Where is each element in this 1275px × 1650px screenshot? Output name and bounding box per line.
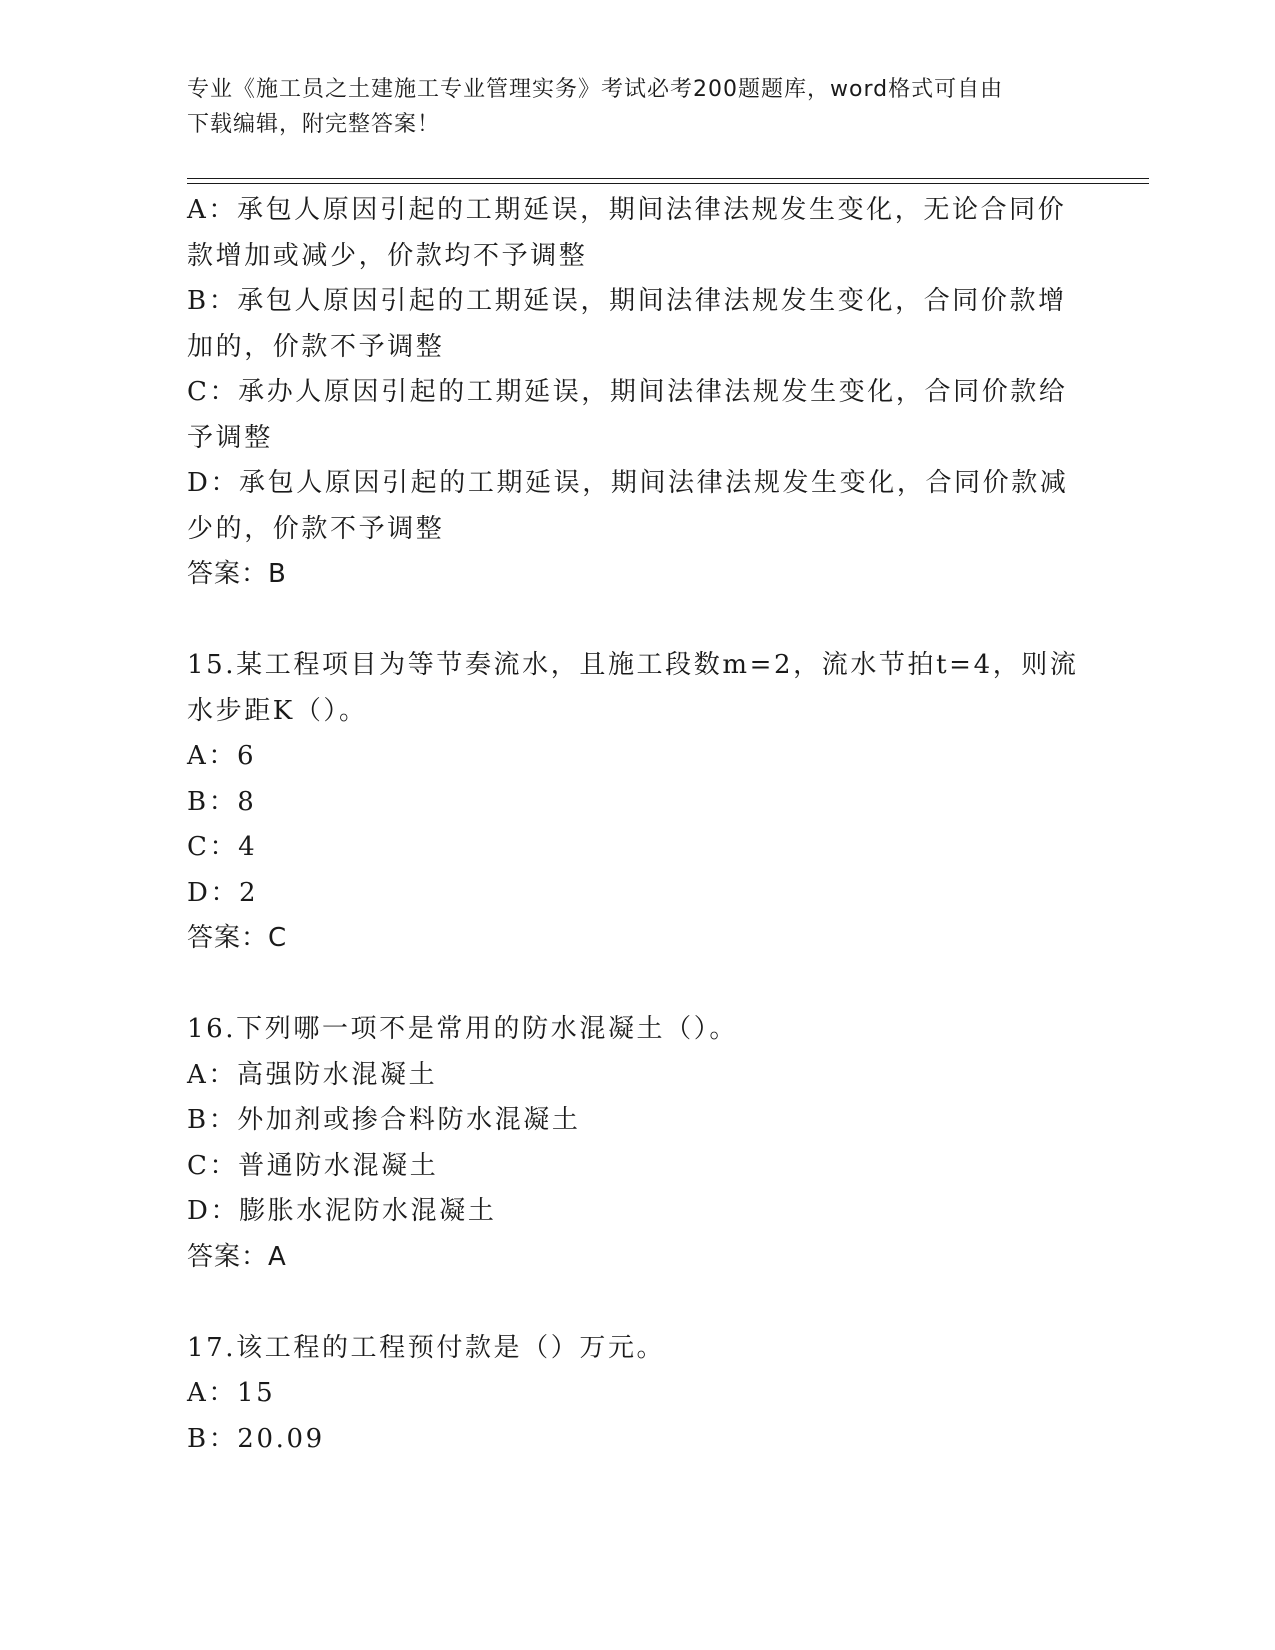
header-divider-top bbox=[187, 178, 1149, 179]
q16-answer: 答案：A bbox=[187, 1241, 287, 1272]
header-divider-bottom bbox=[187, 183, 1149, 184]
question-17 bbox=[187, 1326, 1087, 1463]
header-title-line-2: 下载编辑，附完整答案！ bbox=[187, 112, 441, 137]
q14-option-d-line-2: 少的，价款不予调整 bbox=[187, 513, 445, 544]
q15-stem-line-1: 15.某工程项目为等节奏流水，且施工段数m=2，流水节拍t=4，则流 bbox=[187, 650, 1079, 680]
q14-option-c-line-2: 予调整 bbox=[187, 422, 273, 453]
q14-option-a-line-1: A：承包人原因引起的工期延误，期间法律法规发生变化，无论合同价 bbox=[187, 195, 1067, 225]
q14-option-a-line-2: 款增加或减少，价款均不予调整 bbox=[187, 240, 588, 271]
q16-option-d: D：膨胀水泥防水混凝土 bbox=[187, 1196, 497, 1226]
q15-option-b: B：8 bbox=[187, 786, 257, 817]
question-spacer bbox=[187, 598, 1087, 644]
q16-option-a: A：高强防水混凝土 bbox=[187, 1059, 438, 1090]
q15-answer: 答案：C bbox=[187, 923, 288, 953]
q14-option-b-line-2: 加的，价款不予调整 bbox=[187, 331, 445, 362]
document-header bbox=[187, 72, 1087, 142]
q17-option-b: B：20.09 bbox=[187, 1423, 325, 1454]
q15-option-d: D：2 bbox=[187, 877, 259, 908]
q14-option-c-line-1: C：承办人原因引起的工期延误，期间法律法规发生变化，合同价款给 bbox=[187, 377, 1068, 407]
q16-option-c: C：普通防水混凝土 bbox=[187, 1150, 439, 1181]
question-spacer bbox=[187, 1280, 1087, 1326]
q15-stem-line-2: 水步距K（）。 bbox=[187, 695, 368, 726]
question-15 bbox=[187, 643, 1087, 962]
q16-stem: 16.下列哪一项不是常用的防水混凝土（）。 bbox=[187, 1014, 738, 1044]
question-spacer bbox=[187, 962, 1087, 1008]
q14-option-b-line-1: B：承包人原因引起的工期延误，期间法律法规发生变化，合同价款增 bbox=[187, 286, 1067, 316]
q16-option-b: B：外加剂或掺合料防水混凝土 bbox=[187, 1105, 581, 1135]
q17-stem: 17.该工程的工程预付款是（）万元。 bbox=[187, 1332, 666, 1363]
q14-answer: 答案：B bbox=[187, 559, 287, 589]
question-14-options bbox=[187, 188, 1087, 598]
question-16 bbox=[187, 1007, 1087, 1280]
question-content bbox=[187, 188, 1087, 1462]
q17-option-a: A：15 bbox=[187, 1378, 276, 1408]
header-title-line-1: 专业《施工员之土建施工专业管理实务》考试必考200题题库，word格式可自由 bbox=[187, 77, 1004, 102]
q15-option-c: C：4 bbox=[187, 832, 258, 862]
q15-option-a: A：6 bbox=[187, 741, 257, 771]
q14-option-d-line-1: D：承包人原因引起的工期延误，期间法律法规发生变化，合同价款减 bbox=[187, 468, 1069, 498]
